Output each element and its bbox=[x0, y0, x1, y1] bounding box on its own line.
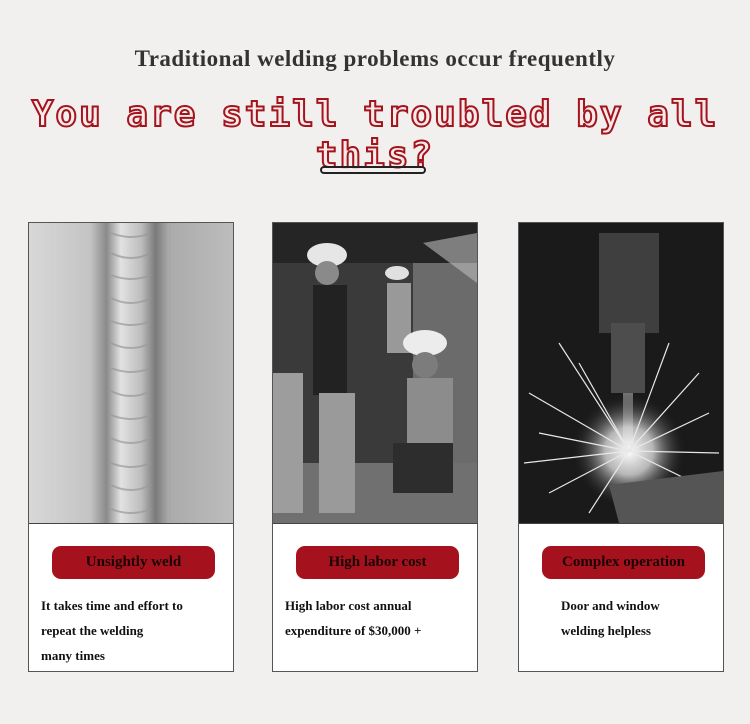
problem-card-unsightly-weld bbox=[28, 222, 234, 672]
problem-description bbox=[41, 593, 227, 668]
problem-card-high-labor-cost bbox=[272, 222, 478, 672]
problem-description bbox=[285, 593, 471, 643]
divider bbox=[320, 166, 426, 174]
workers-photo bbox=[273, 223, 477, 524]
page-headline: You are still troubled by all this? bbox=[31, 94, 719, 176]
problem-card-complex-operation bbox=[518, 222, 724, 672]
problem-description bbox=[561, 593, 747, 643]
description-line: High labor cost annual bbox=[285, 598, 412, 613]
description-line: Door and window bbox=[561, 598, 660, 613]
description-line: welding helpless bbox=[561, 623, 651, 638]
description-line: repeat the welding bbox=[41, 623, 144, 638]
problem-label: High labor cost bbox=[296, 546, 459, 579]
welding-sparks-photo bbox=[519, 223, 723, 524]
description-line: many times bbox=[41, 648, 105, 663]
page-subtitle: Traditional welding problems occur frequently bbox=[134, 46, 616, 71]
description-line: expenditure of $30,000 + bbox=[285, 623, 422, 638]
problem-label: Complex operation bbox=[542, 546, 705, 579]
description-line: It takes time and effort to bbox=[41, 598, 183, 613]
problem-label: Unsightly weld bbox=[52, 546, 215, 579]
weld-seam-photo bbox=[29, 223, 233, 524]
